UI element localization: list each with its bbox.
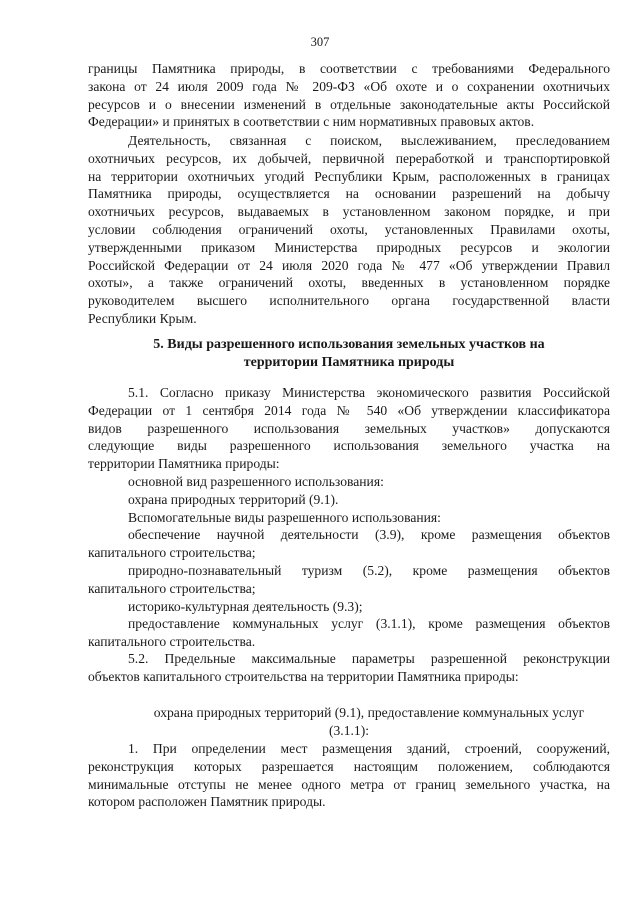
aux-use-heading: Вспомогательные виды разрешенного использования: <box>128 509 441 525</box>
text-line: котором расположен Памятник природы. <box>88 794 326 810</box>
text-line: капитального строительства; <box>88 580 256 596</box>
text-line: видов разрешенного использования земельных участков» допускаются <box>88 420 610 436</box>
text-line: охотничьих ресурсов, их добычей, первичной переработкой и транспортировкой <box>88 150 610 166</box>
text-line: Памятника природы, осуществляется на основании разрешений на добычу <box>88 186 610 202</box>
text-line: Федерации от 1 сентября 2014 года № 540 «Об утверждении классификатора <box>88 402 610 418</box>
subheading-line: (3.1.1): <box>328 722 370 738</box>
section-title-line: территории Памятника природы <box>243 355 455 370</box>
text-line: 1. При определении мест размещения зданий, строений, сооружений, <box>128 741 610 756</box>
page-number: 307 <box>310 35 330 49</box>
aux-use-item: историко-культурная деятельность (9.3); <box>128 598 363 614</box>
aux-use-item: предоставление коммунальных услуг (3.1.1), кроме размещения объектов <box>128 616 610 632</box>
rule-1 <box>88 740 610 811</box>
section-heading <box>88 336 610 372</box>
subheading-line: охрана природных территорий (9.1), предоставление коммунальных услуг <box>153 705 585 720</box>
text-line: охоты», а также ограничений охоты, введенных в установленном порядке <box>88 275 610 291</box>
text-line: 5.1. Согласно приказу Министерства экономического развития Российской <box>128 385 610 400</box>
text-line: границы Памятника природы, в соответствии с требованиями Федерального <box>88 61 610 76</box>
parameters-subheading <box>88 704 610 740</box>
aux-use-item: обеспечение научной деятельности (3.9), кроме размещения объектов <box>128 527 610 543</box>
main-use-item: охрана природных территорий (9.1). <box>128 491 339 507</box>
text-line: Республики Крым. <box>88 310 197 326</box>
text-line: капитального строительства. <box>88 634 256 650</box>
text-line: территории Памятника природы: <box>88 456 280 472</box>
text-line: на территории охотничьих угодий Республики Крым, расположенных в границах <box>88 168 610 184</box>
text-line: реконструкция которых разрешается настоящим положением, соблюдаются <box>88 758 610 774</box>
section-title-line: 5. Виды разрешенного использования земельных участков на <box>153 337 545 352</box>
text-line: ресурсов и о внесении изменений в отдельные законодательные акты Российской <box>88 96 610 112</box>
text-line: капитального строительства; <box>88 545 256 561</box>
main-use-heading: основной вид разрешенного использования: <box>128 473 384 489</box>
aux-use-item: природно-познавательный туризм (5.2), кроме размещения объектов <box>128 562 610 578</box>
text-line: Российской Федерации от 24 июля 2020 года № 477 «Об утверждении Правил <box>88 257 610 273</box>
text-line: 5.2. Предельные максимальные параметры разрешенной реконструкции <box>128 651 610 666</box>
text-line: условии соблюдения ограничений охоты, установленных Правилами охоты, <box>88 221 610 237</box>
text-line: закона от 24 июля 2009 года № 209-ФЗ «Об охоте и о сохранении охотничьих <box>88 78 610 94</box>
paragraph-5-1 <box>88 384 610 651</box>
text-line: минимальные отступы не менее одного метра от границ земельного участка, на <box>88 776 610 792</box>
text-line: утвержденными приказом Министерства природных ресурсов и экологии <box>88 239 610 255</box>
text-line: объектов капитального строительства на территории Памятника природы: <box>88 668 519 684</box>
text-line: охотничьих ресурсов, выдаваемых в установленном законом порядке, и при <box>88 204 610 220</box>
paragraph-5-2 <box>88 650 610 686</box>
text-line: руководителем высшего исполнительного органа государственной власти <box>88 293 610 309</box>
paragraph-hunting-law <box>88 60 610 131</box>
paragraph-hunting-activity <box>88 132 610 328</box>
text-line: следующие виды разрешенного использования земельного участка на <box>88 438 610 454</box>
text-line: Федерации» и принятых в соответствии с ним нормативных правовых актов. <box>88 114 535 130</box>
text-line: Деятельность, связанная с поиском, выслеживанием, преследованием <box>128 133 610 148</box>
